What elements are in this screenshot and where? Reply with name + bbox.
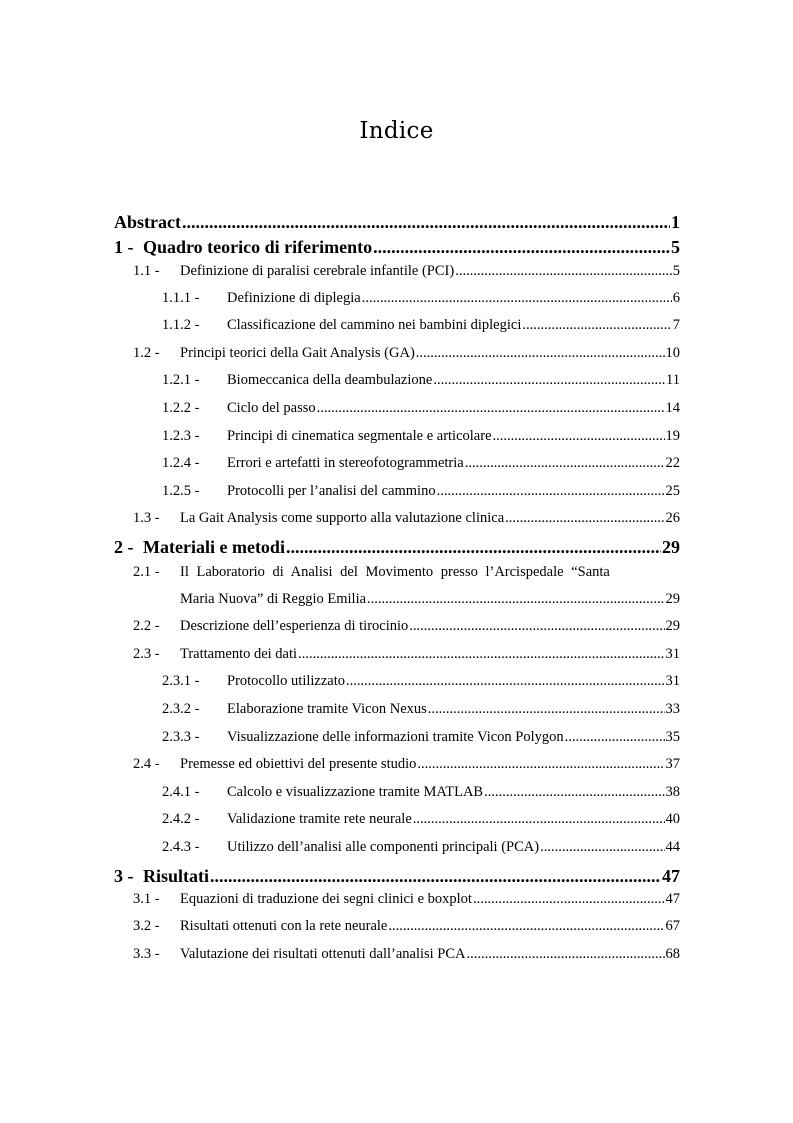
toc-leader xyxy=(298,642,664,666)
toc-entry-2-3-3[interactable] xyxy=(0,725,793,749)
toc-page: 26 xyxy=(665,510,680,526)
toc-number: 3.3 - xyxy=(133,946,160,962)
toc-number: 1.1.1 - xyxy=(162,290,200,306)
toc-number: 2.3.1 - xyxy=(162,673,200,689)
toc-leader xyxy=(416,341,665,365)
toc-page: 31 xyxy=(665,673,680,689)
toc-leader xyxy=(433,368,665,392)
toc-entry-1-1[interactable] xyxy=(0,259,793,283)
toc-entry-2-4[interactable] xyxy=(0,752,793,776)
toc-title: Protocolli per l’analisi del cammino xyxy=(227,483,436,499)
toc-page: 29 xyxy=(662,537,680,557)
toc-page: 7 xyxy=(672,317,680,333)
toc-number: 2.3 - xyxy=(133,646,160,662)
toc-title: Materiali e metodi xyxy=(143,537,285,557)
toc-title: Definizione di diplegia xyxy=(227,290,361,306)
toc-title: Quadro teorico di riferimento xyxy=(143,237,373,257)
toc-entry-chapter-2[interactable] xyxy=(0,535,793,559)
toc-entry-2-4-1[interactable] xyxy=(0,780,793,804)
toc-page: 19 xyxy=(665,428,680,444)
toc-entry-chapter-1[interactable] xyxy=(0,235,793,259)
toc-page: 5 xyxy=(671,237,680,257)
toc-number: 1 - xyxy=(114,237,134,257)
toc-title: Visualizzazione delle informazioni tramite Vicon Polygon xyxy=(227,729,564,745)
toc-page: 22 xyxy=(665,455,680,471)
toc-number: 1.2.3 - xyxy=(162,428,200,444)
toc-number: 2.3.3 - xyxy=(162,729,200,745)
toc-title: Premesse ed obiettivi del presente studio xyxy=(180,756,417,772)
toc-leader xyxy=(522,313,671,337)
toc-entry-1-2-5[interactable] xyxy=(0,479,793,503)
toc-page: 40 xyxy=(665,811,680,827)
toc-entry-1-2[interactable] xyxy=(0,341,793,365)
toc-page: 33 xyxy=(665,701,680,717)
toc-leader xyxy=(428,697,665,721)
toc-leader xyxy=(409,614,664,638)
toc-title: Equazioni di traduzione dei segni clinici e boxplot xyxy=(180,891,472,907)
toc-leader xyxy=(455,259,672,283)
page-title: Indice xyxy=(359,118,434,144)
toc-title: Protocollo utilizzato xyxy=(227,673,345,689)
toc-number: 1.2.2 - xyxy=(162,400,200,416)
toc-title: Risultati ottenuti con la rete neurale xyxy=(180,918,388,934)
toc-entry-2-3[interactable] xyxy=(0,642,793,666)
toc-number: 3.1 - xyxy=(133,891,160,907)
toc-title: Ciclo del passo xyxy=(227,400,316,416)
toc-number: 2 - xyxy=(114,537,134,557)
toc-number: 2.2 - xyxy=(133,618,160,634)
toc-page: 47 xyxy=(662,866,680,886)
toc-leader xyxy=(505,506,664,530)
toc-leader xyxy=(388,914,664,938)
toc-title: Elaborazione tramite Vicon Nexus xyxy=(227,701,427,717)
toc-entry-2-1[interactable] xyxy=(0,560,793,612)
toc-page: 10 xyxy=(665,345,680,361)
toc-page: 14 xyxy=(665,400,680,416)
toc-number: 3 - xyxy=(114,866,134,886)
toc-title: Errori e artefatti in stereofotogrammetria xyxy=(227,455,464,471)
toc-title: Biomeccanica della deambulazione xyxy=(227,372,433,388)
toc-title: Calcolo e visualizzazione tramite MATLAB xyxy=(227,784,484,800)
toc-leader xyxy=(565,725,665,749)
toc-title: Validazione tramite rete neurale xyxy=(227,811,412,827)
toc-page: 68 xyxy=(665,946,680,962)
toc-leader xyxy=(367,587,664,611)
toc-number: 1.2.4 - xyxy=(162,455,200,471)
toc-leader xyxy=(467,942,665,966)
toc-title-line-1: Il Laboratorio di Analisi del Movimento presso l’Arcispedale “Santa xyxy=(180,564,610,580)
toc-page: 38 xyxy=(665,784,680,800)
toc-number: 2.4.2 - xyxy=(162,811,200,827)
toc-leader xyxy=(413,807,665,831)
toc-number: 2.4 - xyxy=(133,756,160,772)
toc-leader xyxy=(362,286,672,310)
toc-page: 6 xyxy=(672,290,680,306)
toc-entry-1-2-1[interactable] xyxy=(0,368,793,392)
toc-entry-1-1-2[interactable] xyxy=(0,313,793,337)
toc-entry-1-3[interactable] xyxy=(0,506,793,530)
toc-entry-2-4-3[interactable] xyxy=(0,835,793,859)
toc-title: La Gait Analysis come supporto alla valutazione clinica xyxy=(180,510,505,526)
toc-leader xyxy=(317,396,665,420)
toc-leader xyxy=(182,210,670,234)
toc-number: 2.4.1 - xyxy=(162,784,200,800)
toc-entry-2-2[interactable] xyxy=(0,614,793,638)
toc-number: 1.3 - xyxy=(133,510,160,526)
toc-page: 67 xyxy=(665,918,680,934)
toc-title-line-2: Maria Nuova” di Reggio Emilia xyxy=(180,591,367,607)
toc-leader xyxy=(493,424,665,448)
toc-entry-1-2-4[interactable] xyxy=(0,451,793,475)
toc-number: 1.2.1 - xyxy=(162,372,200,388)
toc-title: Utilizzo dell’analisi alle componenti principali (PCA) xyxy=(227,839,540,855)
toc-number: 1.1 - xyxy=(133,263,160,279)
toc-entry-chapter-3[interactable] xyxy=(0,864,793,888)
toc-number: 2.4.3 - xyxy=(162,839,200,855)
toc-title: Abstract xyxy=(114,212,181,232)
toc-page: 11 xyxy=(666,372,680,388)
toc-number: 1.2.5 - xyxy=(162,483,200,499)
toc-title: Principi di cinematica segmentale e articolare xyxy=(227,428,492,444)
toc-entry-3-3[interactable] xyxy=(0,942,793,966)
toc-title: Principi teorici della Gait Analysis (GA) xyxy=(180,345,415,361)
toc-page: 31 xyxy=(665,646,680,662)
toc-number: 1.2 - xyxy=(133,345,160,361)
toc-leader xyxy=(540,835,664,859)
toc-entry-abstract[interactable] xyxy=(0,210,793,234)
toc-leader xyxy=(346,669,665,693)
toc-number: 3.2 - xyxy=(133,918,160,934)
toc-number: 2.1 - xyxy=(133,564,160,580)
toc-page: 37 xyxy=(665,756,680,772)
toc-leader xyxy=(473,887,665,911)
toc-title: Descrizione dell’esperienza di tirocinio xyxy=(180,618,409,634)
toc-title: Trattamento dei dati xyxy=(180,646,298,662)
toc-entry-1-1-1[interactable] xyxy=(0,286,793,310)
toc-entry-2-3-2[interactable] xyxy=(0,697,793,721)
toc-leader xyxy=(210,864,661,888)
toc-entry-2-4-2[interactable] xyxy=(0,807,793,831)
toc-title: Risultati xyxy=(143,866,210,886)
toc-leader xyxy=(373,235,670,259)
toc-page: 35 xyxy=(665,729,680,745)
toc-page: 29 xyxy=(665,618,680,634)
toc-title: Definizione di paralisi cerebrale infantile (PCI) xyxy=(180,263,455,279)
toc-entry-2-3-1[interactable] xyxy=(0,669,793,693)
toc-page: 29 xyxy=(665,591,680,607)
toc-leader xyxy=(484,780,664,804)
toc-leader xyxy=(465,451,665,475)
toc-number: 1.1.2 - xyxy=(162,317,200,333)
toc-page: 1 xyxy=(671,212,680,232)
toc-page: 47 xyxy=(665,891,680,907)
toc-number: 2.3.2 - xyxy=(162,701,200,717)
toc-entry-3-2[interactable] xyxy=(0,914,793,938)
toc-leader xyxy=(286,535,661,559)
toc-leader xyxy=(437,479,665,503)
toc-entry-1-2-2[interactable] xyxy=(0,396,793,420)
toc-entry-3-1[interactable] xyxy=(0,887,793,911)
toc-title: Valutazione dei risultati ottenuti dall’analisi PCA xyxy=(180,946,466,962)
toc-leader xyxy=(417,752,664,776)
toc-page: 25 xyxy=(665,483,680,499)
toc-page: 44 xyxy=(665,839,680,855)
toc-entry-1-2-3[interactable] xyxy=(0,424,793,448)
toc-page: 5 xyxy=(672,263,680,279)
toc-title: Classificazione del cammino nei bambini diplegici xyxy=(227,317,522,333)
